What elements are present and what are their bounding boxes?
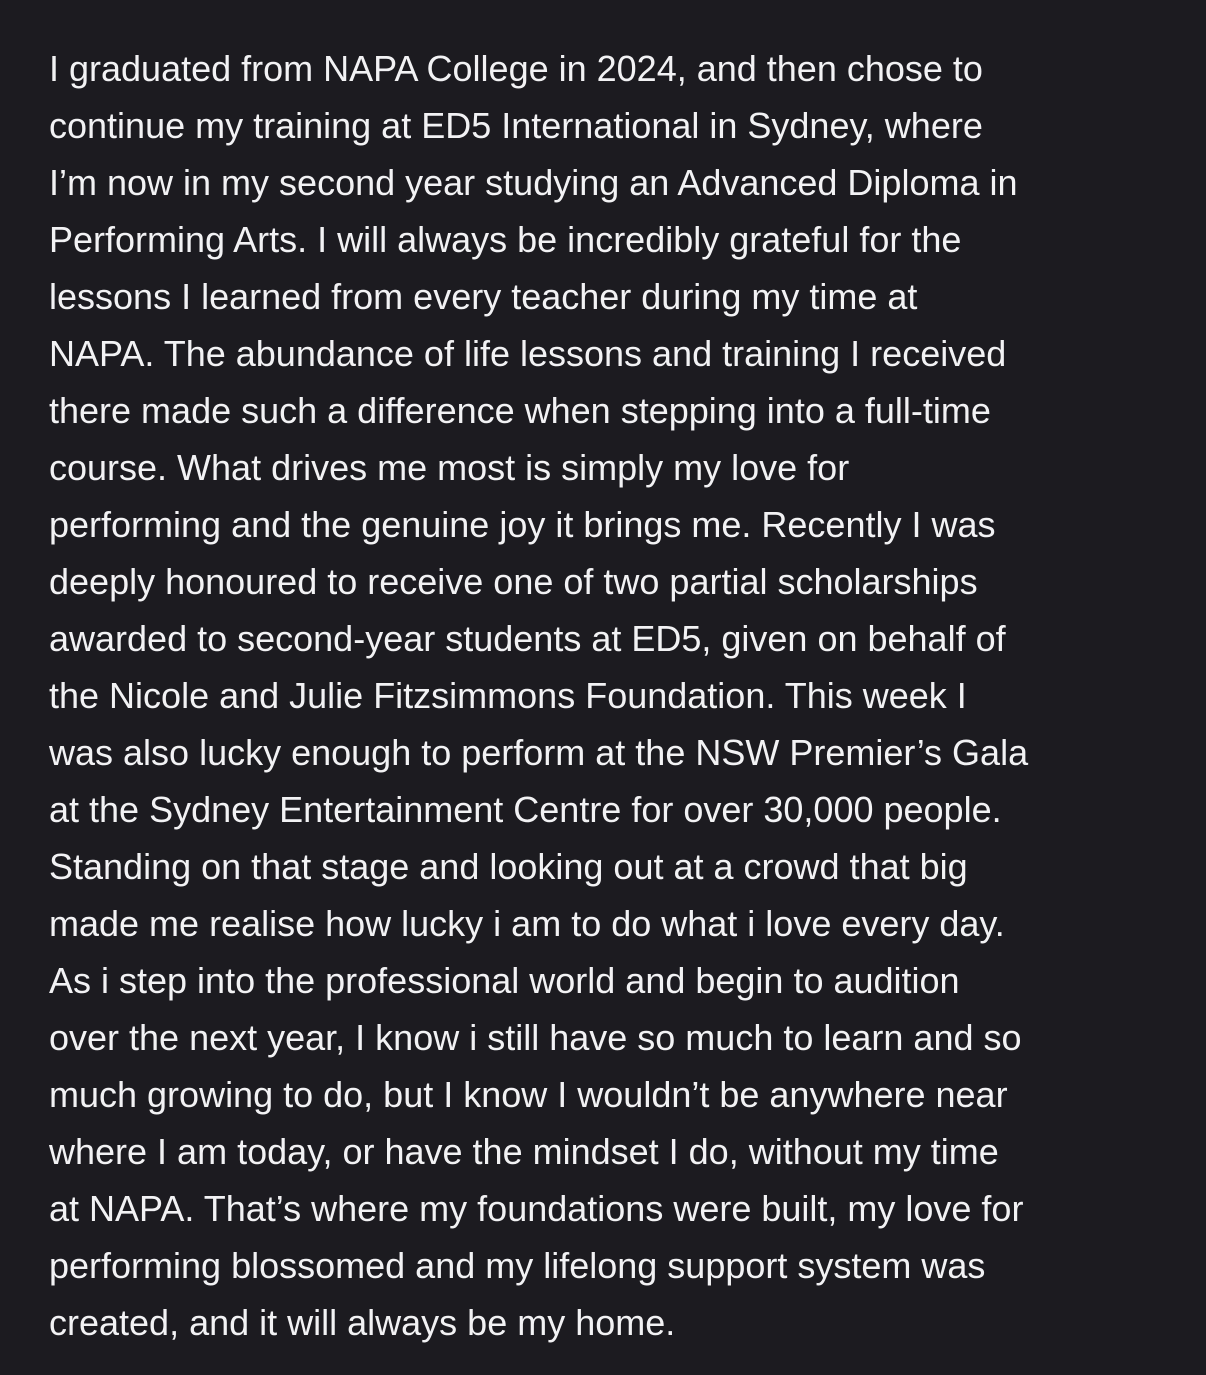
note-line: much growing to do, but I know I wouldn’t be anywhere near [49,1074,1008,1115]
note-line: deeply honoured to receive one of two partial scholarships [49,561,978,602]
note-line: was also lucky enough to perform at the NSW Premier’s Gala [49,732,1029,773]
note-line: performing blossomed and my lifelong support system was [49,1245,986,1286]
note-line: lessons I learned from every teacher during my time at [49,276,918,317]
note-line: NAPA. The abundance of life lessons and training I received [49,333,1007,374]
note-line: I’m now in my second year studying an Advanced Diploma in [49,162,1018,203]
note-line: performing and the genuine joy it brings me. Recently I was [49,504,996,545]
note-line: made me realise how lucky i am to do what i love every day. [49,903,1005,944]
note-line: where I am today, or have the mindset I do, without my time [49,1131,999,1172]
note-line: the Nicole and Julie Fitzsimmons Foundation. This week I [49,675,967,716]
note-line: there made such a difference when stepping into a full-time [49,390,991,431]
note-line: over the next year, I know i still have so much to learn and so [49,1017,1022,1058]
note-line: at NAPA. That’s where my foundations were built, my love for [49,1188,1024,1229]
note-line: Standing on that stage and looking out at a crowd that big [49,846,968,887]
note-line: Performing Arts. I will always be incredibly grateful for the [49,219,962,260]
note-line: created, and it will always be my home. [49,1302,676,1343]
note-line: awarded to second-year students at ED5, given on behalf of [49,618,1006,659]
note-line: continue my training at ED5 International in Sydney, where [49,105,983,146]
note-line: I graduated from NAPA College in 2024, and then chose to [49,48,983,89]
note-line: course. What drives me most is simply my love for [49,447,850,488]
note-line: As i step into the professional world and begin to audition [49,960,960,1001]
note-text-block [49,40,1199,1351]
note-line: at the Sydney Entertainment Centre for over 30,000 people. [49,789,1002,830]
